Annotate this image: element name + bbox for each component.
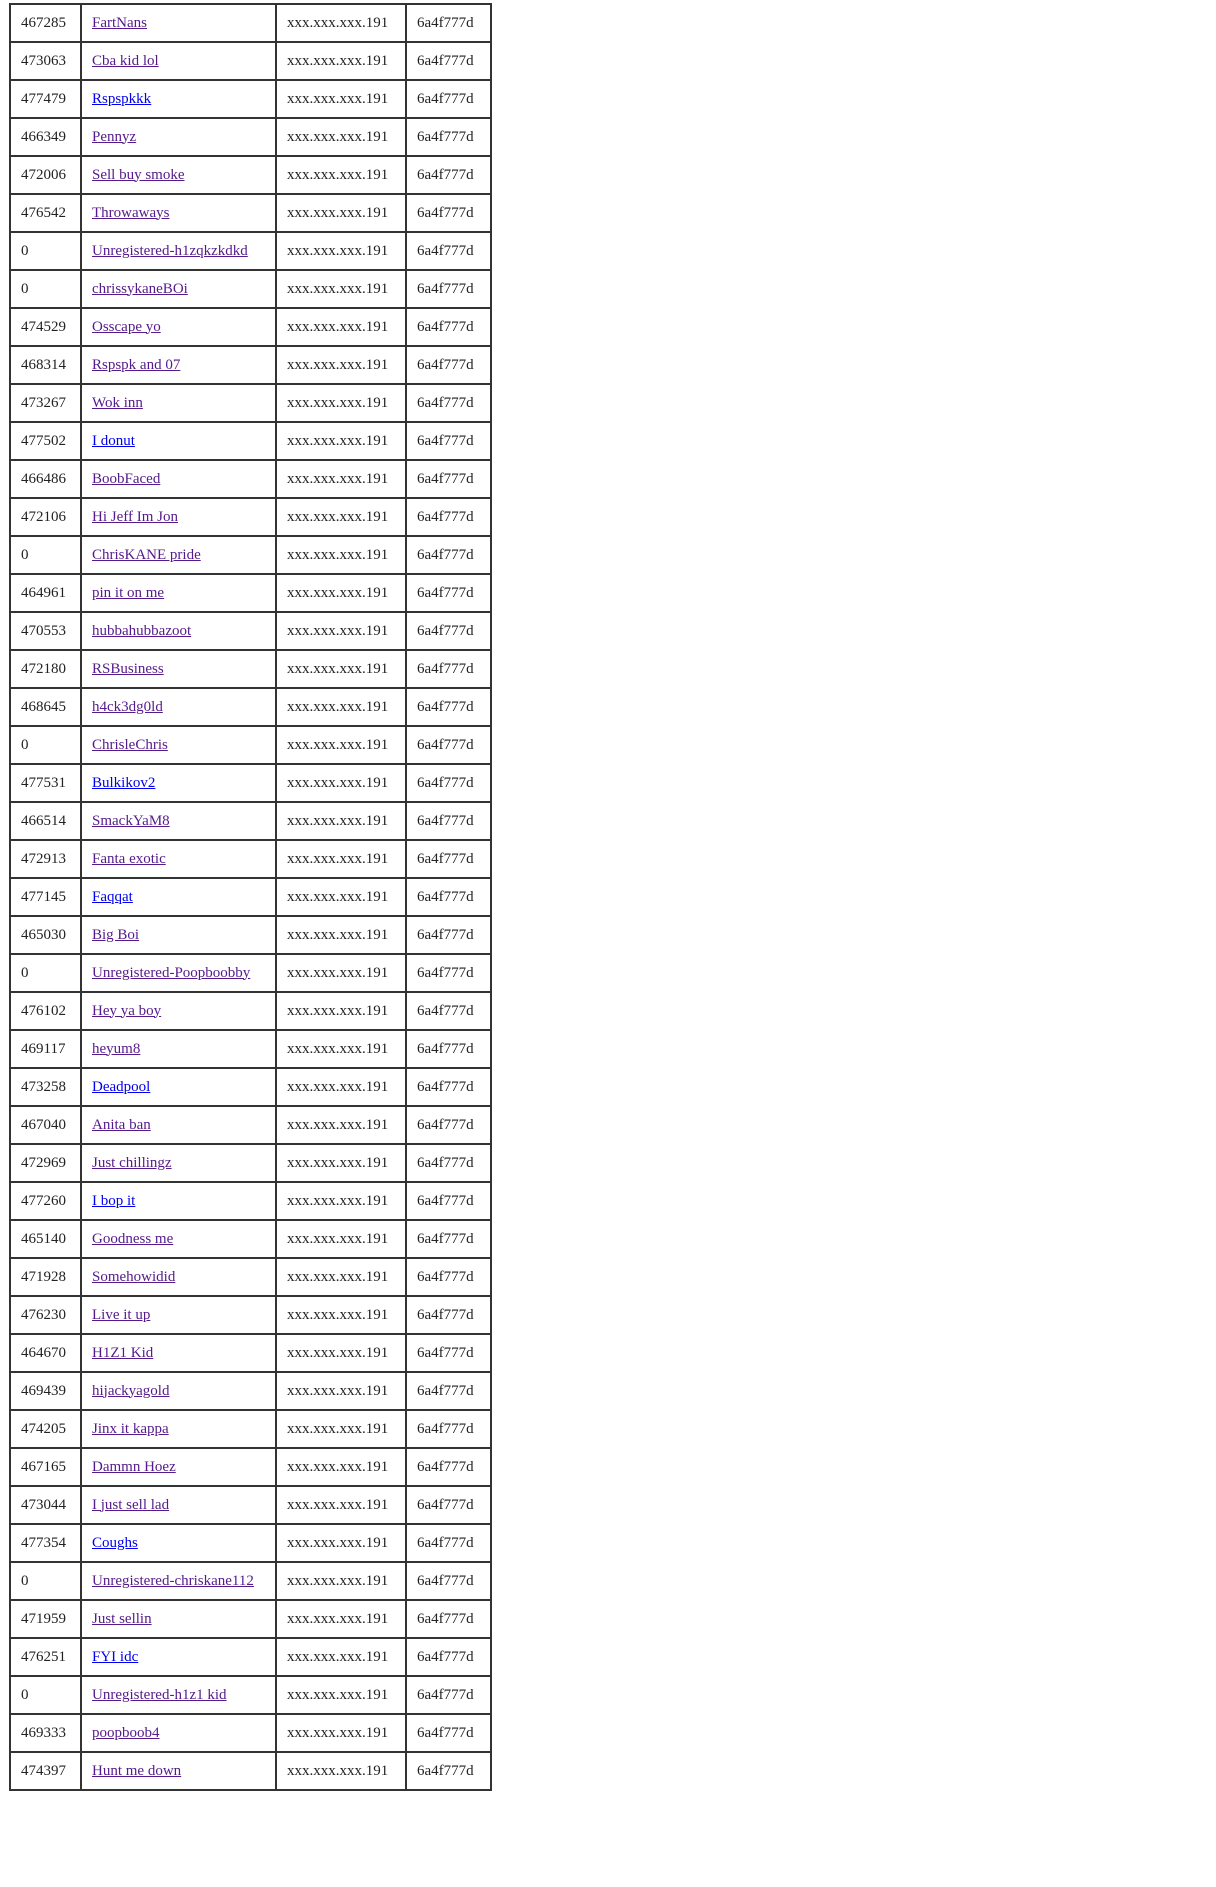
ip-address-cell: xxx.xxx.xxx.191 [276,498,406,536]
table-row [10,954,491,992]
ip-address-cell: xxx.xxx.xxx.191 [276,118,406,156]
ip-address-cell: xxx.xxx.xxx.191 [276,688,406,726]
username-cell [81,840,276,878]
user-id-cell: 469439 [10,1372,81,1410]
table-row [10,1410,491,1448]
username-link[interactable]: Just chillingz [92,1154,172,1171]
username-link[interactable]: BoobFaced [92,470,161,487]
ip-address-cell: xxx.xxx.xxx.191 [276,1562,406,1600]
username-cell [81,726,276,764]
table-row [10,1182,491,1220]
hash-cell: 6a4f777d [406,80,491,118]
ip-address-cell: xxx.xxx.xxx.191 [276,1106,406,1144]
user-id-cell: 477260 [10,1182,81,1220]
ip-address-cell: xxx.xxx.xxx.191 [276,650,406,688]
username-cell [81,1524,276,1562]
username-cell [81,1486,276,1524]
user-id-cell: 465030 [10,916,81,954]
table-row [10,726,491,764]
user-id-cell: 472180 [10,650,81,688]
user-id-cell: 0 [10,1562,81,1600]
table-row [10,574,491,612]
table-row [10,1448,491,1486]
username-link[interactable]: Big Boi [92,926,140,943]
table-row [10,1220,491,1258]
username-cell [81,1448,276,1486]
ip-address-cell: xxx.xxx.xxx.191 [276,1486,406,1524]
user-id-cell: 476542 [10,194,81,232]
username-link[interactable]: Bulkikov2 [92,774,156,791]
user-id-cell: 0 [10,270,81,308]
username-cell [81,1068,276,1106]
username-cell [81,878,276,916]
user-id-cell: 464961 [10,574,81,612]
table-row [10,1562,491,1600]
username-cell [81,80,276,118]
username-cell [81,460,276,498]
table-row [10,1600,491,1638]
username-link[interactable]: pin it on me [92,584,165,601]
username-link[interactable]: Goodness me [92,1230,174,1247]
ip-address-cell: xxx.xxx.xxx.191 [276,346,406,384]
ip-address-cell: xxx.xxx.xxx.191 [276,1752,406,1790]
username-link[interactable]: Hey ya boy [92,1002,162,1019]
user-id-cell: 471959 [10,1600,81,1638]
username-link[interactable]: hijackyagold [92,1382,170,1399]
ip-address-cell: xxx.xxx.xxx.191 [276,1144,406,1182]
table-row [10,840,491,878]
username-link[interactable]: Pennyz [92,128,137,145]
username-cell [81,536,276,574]
table-row [10,1486,491,1524]
table-row [10,308,491,346]
user-id-cell: 466514 [10,802,81,840]
user-id-cell: 0 [10,726,81,764]
ip-address-cell: xxx.xxx.xxx.191 [276,270,406,308]
user-id-cell: 473063 [10,42,81,80]
hash-cell: 6a4f777d [406,422,491,460]
hash-cell: 6a4f777d [406,308,491,346]
username-cell [81,270,276,308]
hash-cell: 6a4f777d [406,1600,491,1638]
hash-cell: 6a4f777d [406,802,491,840]
table-row [10,992,491,1030]
ip-address-cell: xxx.xxx.xxx.191 [276,460,406,498]
user-id-cell: 473258 [10,1068,81,1106]
hash-cell: 6a4f777d [406,916,491,954]
username-cell [81,802,276,840]
username-link[interactable]: Rspspkkk [92,90,152,107]
hash-cell: 6a4f777d [406,1220,491,1258]
username-link[interactable]: Wok inn [92,394,143,411]
username-link[interactable]: Deadpool [92,1078,151,1095]
username-cell [81,1220,276,1258]
username-cell [81,1334,276,1372]
user-id-cell: 465140 [10,1220,81,1258]
accounts-table-body [10,4,491,1790]
ip-address-cell: xxx.xxx.xxx.191 [276,536,406,574]
username-link[interactable]: I bop it [92,1192,136,1209]
username-cell [81,1676,276,1714]
hash-cell: 6a4f777d [406,992,491,1030]
username-link[interactable]: Unregistered-chriskane112 [92,1572,254,1589]
table-row [10,42,491,80]
ip-address-cell: xxx.xxx.xxx.191 [276,1448,406,1486]
hash-cell: 6a4f777d [406,1524,491,1562]
username-link[interactable]: Throwaways [92,204,170,221]
ip-address-cell: xxx.xxx.xxx.191 [276,992,406,1030]
username-cell [81,422,276,460]
ip-address-cell: xxx.xxx.xxx.191 [276,954,406,992]
hash-cell: 6a4f777d [406,42,491,80]
table-row [10,156,491,194]
user-id-cell: 472106 [10,498,81,536]
username-link[interactable]: Jinx it kappa [92,1420,169,1437]
hash-cell: 6a4f777d [406,1182,491,1220]
username-cell [81,1144,276,1182]
table-row [10,460,491,498]
table-row [10,80,491,118]
hash-cell: 6a4f777d [406,460,491,498]
table-row [10,1334,491,1372]
table-row [10,764,491,802]
ip-address-cell: xxx.xxx.xxx.191 [276,1676,406,1714]
username-cell [81,1258,276,1296]
username-link[interactable]: I donut [92,432,135,449]
username-link[interactable]: H1Z1 Kid [92,1344,154,1361]
ip-address-cell: xxx.xxx.xxx.191 [276,764,406,802]
user-id-cell: 470553 [10,612,81,650]
username-link[interactable]: Rspspk and 07 [92,356,181,373]
user-id-cell: 0 [10,954,81,992]
ip-address-cell: xxx.xxx.xxx.191 [276,232,406,270]
username-cell [81,118,276,156]
table-row [10,346,491,384]
hash-cell: 6a4f777d [406,346,491,384]
username-cell [81,308,276,346]
hash-cell: 6a4f777d [406,1144,491,1182]
hash-cell: 6a4f777d [406,1258,491,1296]
hash-cell: 6a4f777d [406,270,491,308]
user-id-cell: 468314 [10,346,81,384]
accounts-table [9,3,492,1791]
hash-cell: 6a4f777d [406,536,491,574]
ip-address-cell: xxx.xxx.xxx.191 [276,1638,406,1676]
username-cell [81,1106,276,1144]
hash-cell: 6a4f777d [406,688,491,726]
ip-address-cell: xxx.xxx.xxx.191 [276,1068,406,1106]
user-id-cell: 476102 [10,992,81,1030]
table-row [10,1144,491,1182]
user-id-cell: 477531 [10,764,81,802]
table-row [10,1258,491,1296]
user-id-cell: 472969 [10,1144,81,1182]
username-cell [81,992,276,1030]
hash-cell: 6a4f777d [406,1030,491,1068]
ip-address-cell: xxx.xxx.xxx.191 [276,1030,406,1068]
username-cell [81,1372,276,1410]
hash-cell: 6a4f777d [406,1714,491,1752]
username-link[interactable]: Coughs [92,1534,138,1551]
ip-address-cell: xxx.xxx.xxx.191 [276,916,406,954]
username-link[interactable]: FartNans [92,14,147,31]
ip-address-cell: xxx.xxx.xxx.191 [276,802,406,840]
table-row [10,878,491,916]
username-link[interactable]: Fanta exotic [92,850,166,867]
username-cell [81,346,276,384]
ip-address-cell: xxx.xxx.xxx.191 [276,194,406,232]
username-cell [81,764,276,802]
table-row [10,1638,491,1676]
user-id-cell: 468645 [10,688,81,726]
username-cell [81,1638,276,1676]
table-row [10,270,491,308]
ip-address-cell: xxx.xxx.xxx.191 [276,1410,406,1448]
user-id-cell: 469117 [10,1030,81,1068]
ip-address-cell: xxx.xxx.xxx.191 [276,42,406,80]
username-link[interactable]: poopboob4 [92,1724,160,1741]
table-row [10,1068,491,1106]
hash-cell: 6a4f777d [406,1562,491,1600]
ip-address-cell: xxx.xxx.xxx.191 [276,1334,406,1372]
username-link[interactable]: SmackYaM8 [92,812,170,829]
table-row [10,232,491,270]
ip-address-cell: xxx.xxx.xxx.191 [276,80,406,118]
hash-cell: 6a4f777d [406,384,491,422]
user-id-cell: 477145 [10,878,81,916]
username-cell [81,384,276,422]
user-id-cell: 0 [10,1676,81,1714]
hash-cell: 6a4f777d [406,954,491,992]
user-id-cell: 472006 [10,156,81,194]
hash-cell: 6a4f777d [406,1068,491,1106]
hash-cell: 6a4f777d [406,726,491,764]
username-link[interactable]: Hunt me down [92,1762,182,1779]
table-row [10,1524,491,1562]
user-id-cell: 474397 [10,1752,81,1790]
table-row [10,1030,491,1068]
ip-address-cell: xxx.xxx.xxx.191 [276,156,406,194]
username-link[interactable]: Hi Jeff Im Jon [92,508,178,525]
username-link[interactable]: Faqqat [92,888,133,905]
ip-address-cell: xxx.xxx.xxx.191 [276,1714,406,1752]
username-link[interactable]: Unregistered-h1z1 kid [92,1686,227,1703]
user-id-cell: 474205 [10,1410,81,1448]
username-link[interactable]: Osscape yo [92,318,161,335]
username-cell [81,1182,276,1220]
table-row [10,1296,491,1334]
table-row [10,802,491,840]
username-link[interactable]: Sell buy smoke [92,166,185,183]
ip-address-cell: xxx.xxx.xxx.191 [276,4,406,42]
table-row [10,688,491,726]
hash-cell: 6a4f777d [406,1448,491,1486]
hash-cell: 6a4f777d [406,764,491,802]
table-row [10,422,491,460]
user-id-cell: 466349 [10,118,81,156]
username-cell [81,612,276,650]
hash-cell: 6a4f777d [406,118,491,156]
username-cell [81,1296,276,1334]
user-id-cell: 477502 [10,422,81,460]
username-cell [81,156,276,194]
ip-address-cell: xxx.xxx.xxx.191 [276,1600,406,1638]
hash-cell: 6a4f777d [406,840,491,878]
table-row [10,1106,491,1144]
table-row [10,612,491,650]
ip-address-cell: xxx.xxx.xxx.191 [276,840,406,878]
user-id-cell: 473267 [10,384,81,422]
username-link[interactable]: hubbahubbazoot [92,622,192,639]
table-row [10,916,491,954]
table-row [10,536,491,574]
table-row [10,498,491,536]
user-id-cell: 469333 [10,1714,81,1752]
username-cell [81,1030,276,1068]
table-row [10,1372,491,1410]
hash-cell: 6a4f777d [406,156,491,194]
hash-cell: 6a4f777d [406,650,491,688]
username-cell [81,1600,276,1638]
hash-cell: 6a4f777d [406,1410,491,1448]
ip-address-cell: xxx.xxx.xxx.191 [276,1372,406,1410]
username-cell [81,574,276,612]
ip-address-cell: xxx.xxx.xxx.191 [276,1296,406,1334]
user-id-cell: 477354 [10,1524,81,1562]
username-link[interactable]: Live it up [92,1306,151,1323]
ip-address-cell: xxx.xxx.xxx.191 [276,1524,406,1562]
user-id-cell: 474529 [10,308,81,346]
username-link[interactable]: FYI idc [92,1648,139,1665]
username-cell [81,916,276,954]
hash-cell: 6a4f777d [406,1638,491,1676]
hash-cell: 6a4f777d [406,1676,491,1714]
table-row [10,1714,491,1752]
table-row [10,118,491,156]
username-link[interactable]: h4ck3dg0ld [92,698,163,715]
hash-cell: 6a4f777d [406,878,491,916]
table-row [10,384,491,422]
username-cell [81,232,276,270]
hash-cell: 6a4f777d [406,1486,491,1524]
username-cell [81,498,276,536]
user-id-cell: 0 [10,536,81,574]
username-link[interactable]: Unregistered-Poopboobby [92,964,251,981]
hash-cell: 6a4f777d [406,232,491,270]
ip-address-cell: xxx.xxx.xxx.191 [276,612,406,650]
hash-cell: 6a4f777d [406,612,491,650]
user-id-cell: 476230 [10,1296,81,1334]
username-cell [81,650,276,688]
user-id-cell: 467165 [10,1448,81,1486]
hash-cell: 6a4f777d [406,1296,491,1334]
username-cell [81,1410,276,1448]
username-link[interactable]: Just sellin [92,1610,152,1627]
user-id-cell: 477479 [10,80,81,118]
username-cell [81,42,276,80]
username-link[interactable]: Unregistered-h1zqkzkdkd [92,242,248,259]
username-link[interactable]: ChrisleChris [92,736,168,753]
table-row [10,1676,491,1714]
ip-address-cell: xxx.xxx.xxx.191 [276,878,406,916]
username-link[interactable]: Somehowidid [92,1268,176,1285]
hash-cell: 6a4f777d [406,574,491,612]
ip-address-cell: xxx.xxx.xxx.191 [276,308,406,346]
user-id-cell: 0 [10,232,81,270]
username-link[interactable]: I just sell lad [92,1496,170,1513]
user-id-cell: 464670 [10,1334,81,1372]
ip-address-cell: xxx.xxx.xxx.191 [276,726,406,764]
username-cell [81,954,276,992]
hash-cell: 6a4f777d [406,1372,491,1410]
username-cell [81,1752,276,1790]
user-id-cell: 476251 [10,1638,81,1676]
hash-cell: 6a4f777d [406,4,491,42]
username-cell [81,1714,276,1752]
ip-address-cell: xxx.xxx.xxx.191 [276,1258,406,1296]
table-row [10,1752,491,1790]
username-cell [81,688,276,726]
username-link[interactable]: Cba kid lol [92,52,159,69]
user-id-cell: 472913 [10,840,81,878]
table-row [10,650,491,688]
hash-cell: 6a4f777d [406,1334,491,1372]
table-row [10,194,491,232]
ip-address-cell: xxx.xxx.xxx.191 [276,1220,406,1258]
user-id-cell: 466486 [10,460,81,498]
ip-address-cell: xxx.xxx.xxx.191 [276,384,406,422]
username-cell [81,194,276,232]
ip-address-cell: xxx.xxx.xxx.191 [276,574,406,612]
table-row [10,4,491,42]
ip-address-cell: xxx.xxx.xxx.191 [276,422,406,460]
user-id-cell: 471928 [10,1258,81,1296]
username-link[interactable]: Anita ban [92,1116,151,1133]
username-link[interactable]: chrissykaneBOi [92,280,188,297]
username-link[interactable]: RSBusiness [92,660,164,677]
hash-cell: 6a4f777d [406,1752,491,1790]
username-link[interactable]: Dammn Hoez [92,1458,176,1475]
user-id-cell: 473044 [10,1486,81,1524]
ip-address-cell: xxx.xxx.xxx.191 [276,1182,406,1220]
hash-cell: 6a4f777d [406,194,491,232]
username-link[interactable]: ChrisKANE pride [92,546,201,563]
user-id-cell: 467285 [10,4,81,42]
user-id-cell: 467040 [10,1106,81,1144]
username-cell [81,4,276,42]
username-link[interactable]: heyum8 [92,1040,141,1057]
hash-cell: 6a4f777d [406,498,491,536]
hash-cell: 6a4f777d [406,1106,491,1144]
username-cell [81,1562,276,1600]
